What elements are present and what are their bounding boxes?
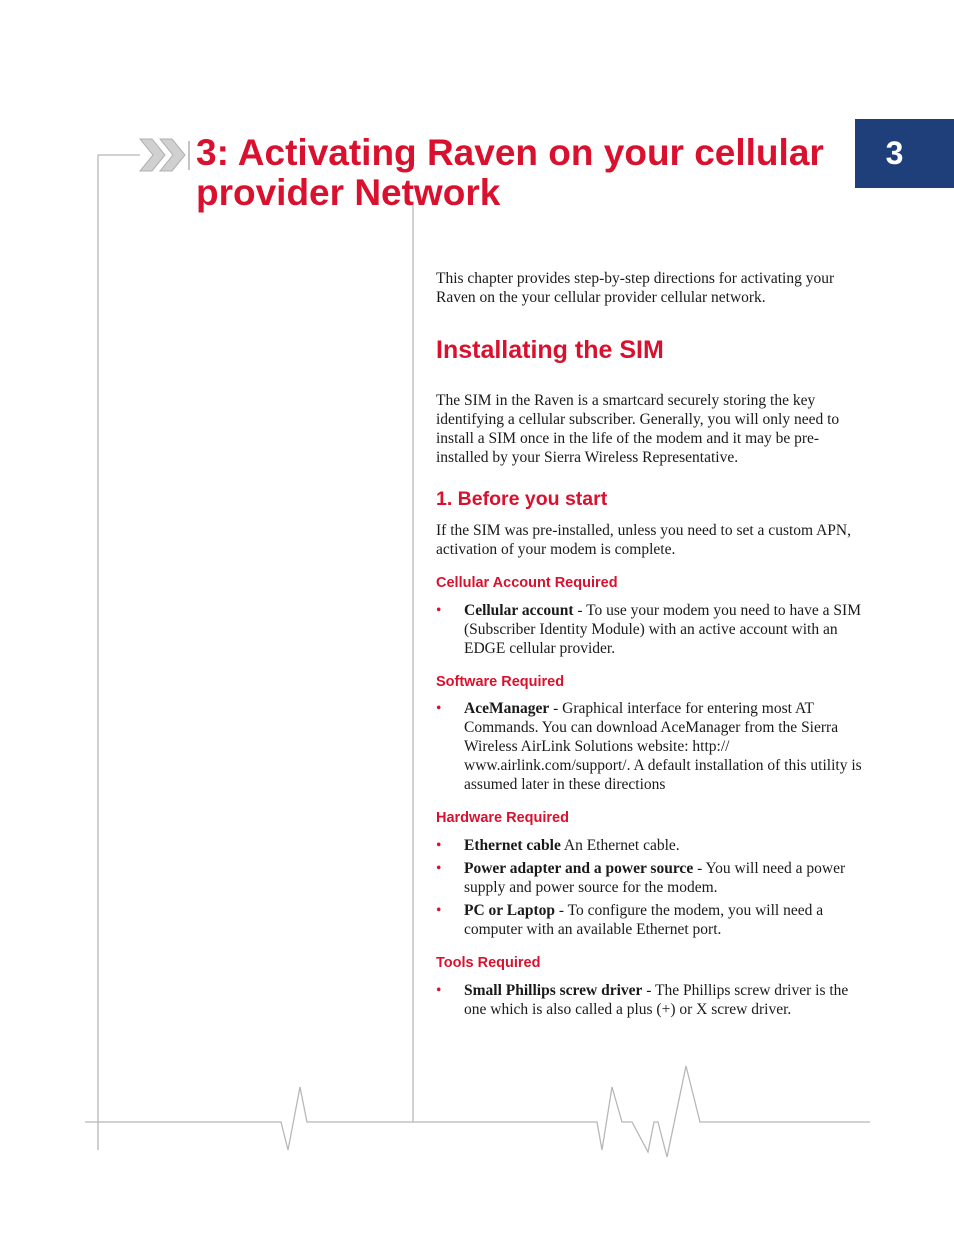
main-content [436,269,868,1019]
chapter-number-tab [855,119,954,188]
bullet: • [436,902,442,919]
item-text: An Ethernet cable. [560,837,680,854]
bullet: • [436,602,442,619]
item-term: PC or Laptop [464,902,556,919]
list-item [436,699,868,794]
requirement-list [436,981,868,1019]
list-item [436,836,868,855]
requirement-list [436,601,868,658]
list-item [436,601,868,658]
list-item [436,901,868,939]
item-text: - The Phillips screw driver is the one which is also called a plus (+) or X screw driver. [464,982,849,1018]
item-text: - To configure the modem, you will need a computer with an available Ethernet port. [464,902,824,938]
item-text: - To use your modem you need to have a SIM (Subscriber Identity Module) with an active account with an EDGE cellular provider. [464,602,861,657]
list-item [436,859,868,897]
requirement-heading: Tools Required [436,955,541,971]
item-text: - Graphical interface for entering most AT Commands. You can download AceManager from the Sierra Wireless AirLink Solutions website: http:// www.airlink.com/support/. A default installation of this utility is assumed later in these directions [464,700,862,793]
item-term: Small Phillips screw driver [464,982,643,999]
item-term: AceManager [464,700,550,717]
bullet: • [436,982,442,999]
subsection-heading: 1. Before you start [436,488,608,510]
item-term: Ethernet cable [464,837,561,854]
list-item [436,981,868,1019]
chapter-number: 3 [885,135,904,171]
item-term: Cellular account [464,602,574,619]
requirement-heading: Cellular Account Required [436,575,618,591]
section-heading: Installating the SIM [436,336,664,364]
bullet: • [436,837,442,854]
intro-paragraph: This chapter provides step-by-step directions for activating your Raven on the your cellular provider cellular network. [436,270,835,306]
bullet: • [436,700,442,717]
chapter-title: 3: Activating Raven on your cellular provider Network [196,132,824,213]
item-text: - You will need a power supply and power source for the modem. [464,860,846,896]
requirement-heading: Hardware Required [436,810,569,826]
subsection-body: If the SIM was pre-installed, unless you need to set a custom APN, activation of your modem is complete. [436,522,851,558]
requirement-heading: Software Required [436,674,565,690]
requirement-list [436,699,868,794]
section-body: The SIM in the Raven is a smartcard securely storing the key identifying a cellular subscriber. Generally, you will only need to install a SIM once in the life of the modem and it may be pre-installed by your Sierra Wireless Representative. [436,392,840,466]
requirement-list [436,836,868,939]
item-term: Power adapter and a power source [464,860,694,877]
bullet: • [436,860,442,877]
